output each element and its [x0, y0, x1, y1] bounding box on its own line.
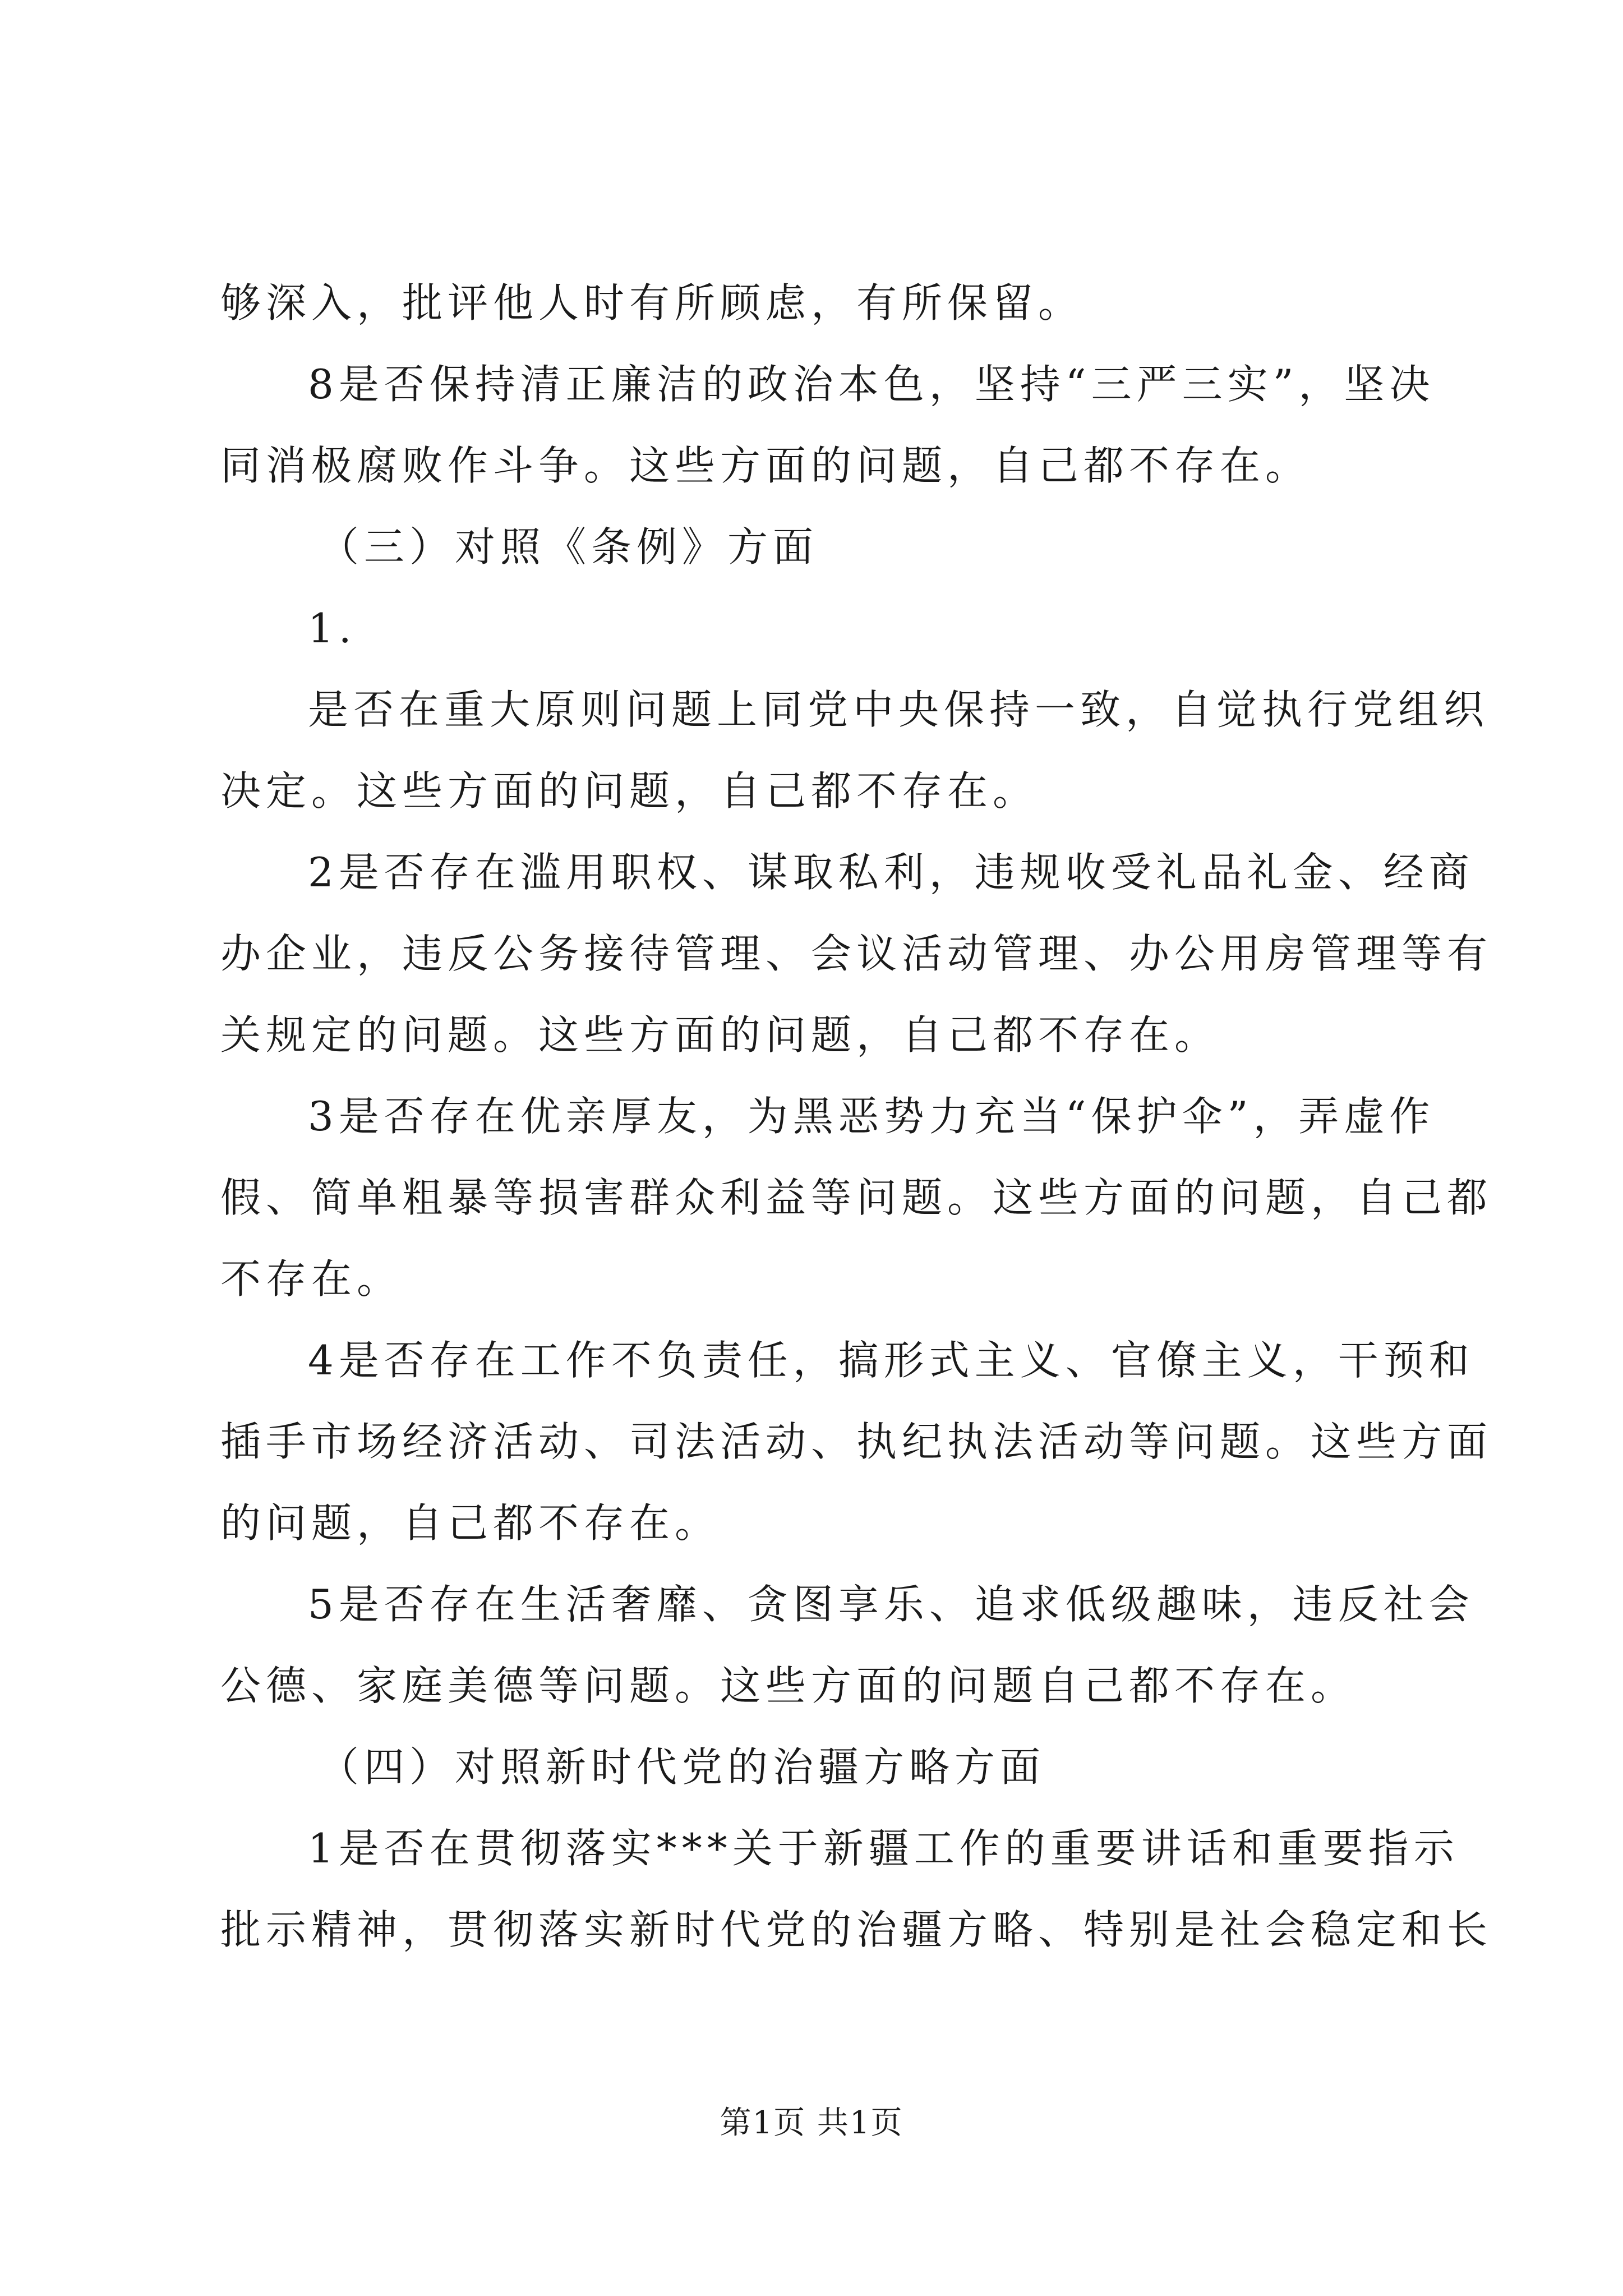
item-4-line-2: 插手市场经济活动、司法活动、执纪执法活动等问题。这些方面	[220, 1418, 1493, 1465]
text-line-continuation: 够深入，批评他人时有所顾虑，有所保留。	[220, 279, 1084, 326]
item-5-line-2: 公德、家庭美德等问题。这些方面的问题自己都不存在。	[220, 1662, 1357, 1709]
item-2-line-3: 关规定的问题。这些方面的问题，自己都不存在。	[220, 1011, 1220, 1059]
item-1b-line-1: 1是否在贯彻落实***关于新疆工作的重要讲话和重要指示	[308, 1825, 1459, 1872]
item-4-line-3: 的问题，自己都不存在。	[220, 1499, 721, 1547]
page-number-footer: 第1页 共1页	[720, 2105, 903, 2141]
item-3-line-3: 不存在。	[220, 1255, 403, 1303]
item-1b-line-2: 批示精神，贯彻落实新时代党的治疆方略、特别是社会稳定和长	[220, 1906, 1493, 1953]
item-1-number: 1.	[308, 605, 357, 652]
item-2-line-2: 办企业，违反公务接待管理、会议活动管理、办公用房管理等有	[220, 930, 1493, 977]
item-8-line-2: 同消极腐败作斗争。这些方面的问题，自己都不存在。	[220, 442, 1311, 489]
section-heading-4: （四）对照新时代党的治疆方略方面	[319, 1743, 1046, 1791]
item-3-line-2: 假、简单粗暴等损害群众利益等问题。这些方面的问题，自己都	[220, 1174, 1493, 1221]
item-4-line-1: 4是否存在工作不负责任，搞形式主义、官僚主义，干预和	[308, 1337, 1474, 1384]
item-8-line-1: 8是否保持清正廉洁的政治本色，坚持“三严三实”，坚决	[308, 361, 1435, 408]
item-1-line-1: 是否在重大原则问题上同党中央保持一致，自觉执行党组织	[308, 686, 1490, 733]
document-body	[220, 263, 1493, 1971]
section-heading-3: （三）对照《条例》方面	[319, 523, 819, 570]
item-3-line-1: 3是否存在优亲厚友，为黑恶势力充当“保护伞”，弄虚作	[308, 1093, 1435, 1140]
item-2-line-1: 2是否存在滥用职权、谋取私利，违规收受礼品礼金、经商	[308, 849, 1474, 896]
item-1-line-2: 决定。这些方面的问题，自己都不存在。	[220, 767, 1039, 815]
item-5-line-1: 5是否存在生活奢靡、贪图享乐、追求低级趣味，违反社会	[308, 1581, 1474, 1628]
